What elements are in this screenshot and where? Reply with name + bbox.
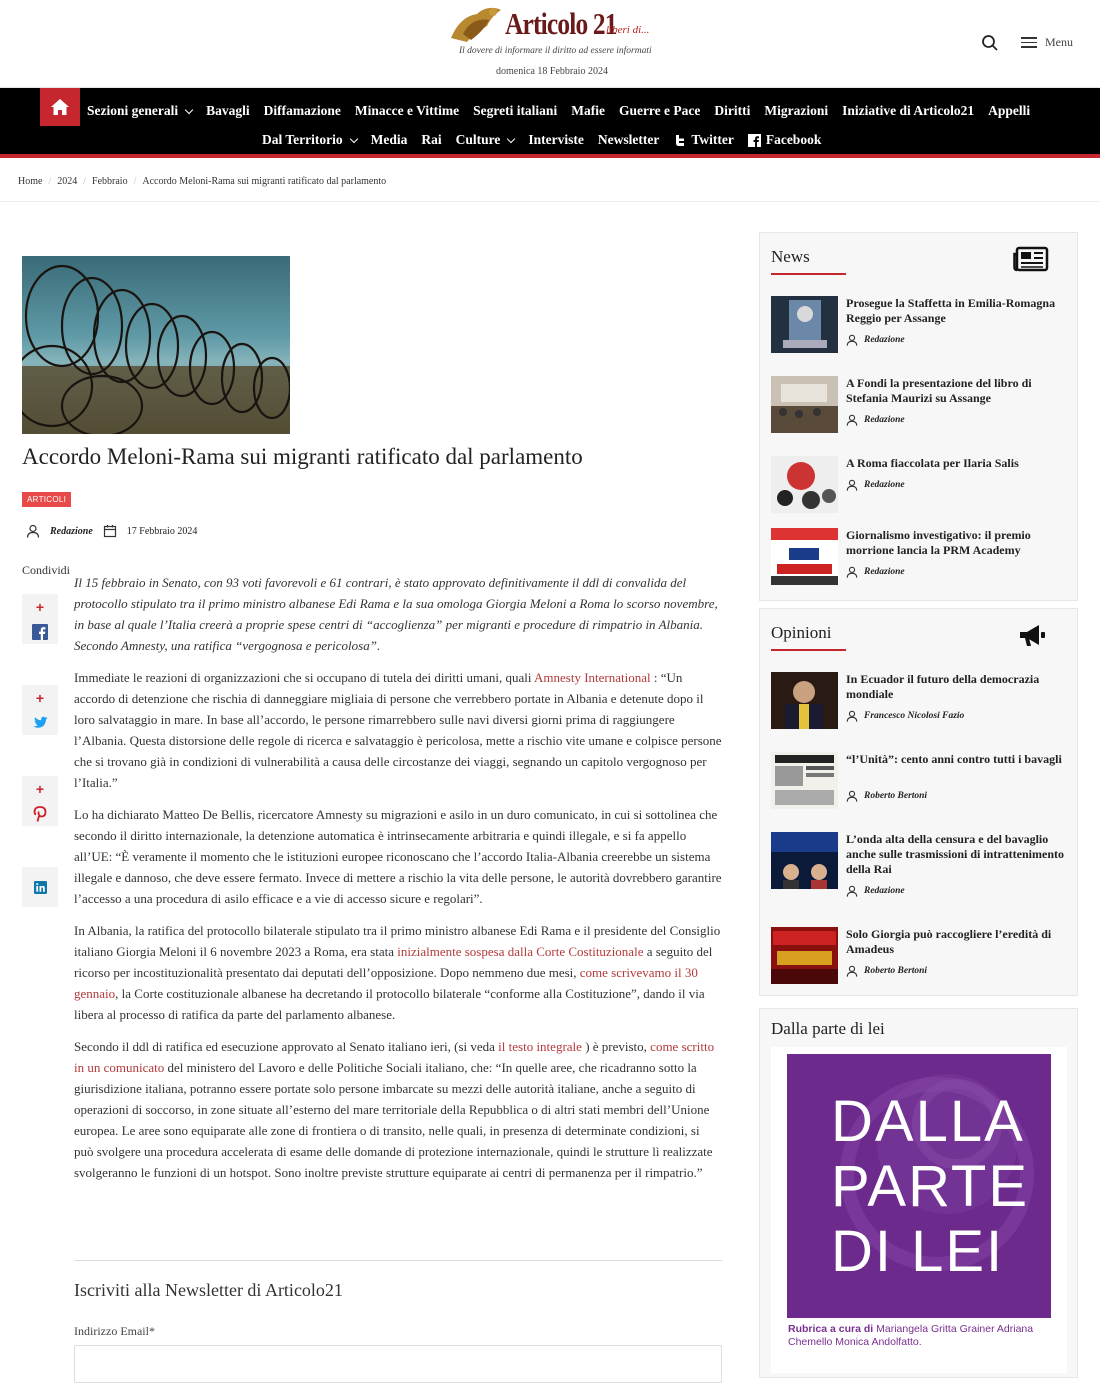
- breadcrumb-year[interactable]: 2024: [57, 176, 78, 187]
- twitter-icon: [32, 716, 48, 730]
- dalla-banner[interactable]: [771, 1047, 1067, 1373]
- nav-label: Mafie: [571, 103, 605, 118]
- chevron-down-icon: [349, 134, 357, 142]
- nav-item-migrazioni[interactable]: [757, 103, 835, 119]
- nav-item-newsletter[interactable]: [591, 132, 666, 148]
- nav-label: Interviste: [528, 132, 584, 147]
- nav-label: Bavagli: [206, 103, 250, 118]
- user-icon: [26, 524, 40, 538]
- nav-item-segreti[interactable]: [466, 103, 564, 119]
- facebook-icon: [32, 624, 48, 640]
- nav-item-culture[interactable]: [449, 132, 522, 148]
- user-icon: [846, 334, 858, 346]
- nav-item-iniziative[interactable]: [835, 103, 981, 119]
- twitter-icon: [673, 134, 686, 147]
- caption-names: Mariangela Gritta Grainer Adriana Chemello Monica Andolfatto.: [788, 1323, 1034, 1348]
- opinion-item[interactable]: [771, 927, 1071, 985]
- text-run: In Albania, la ratifica del protocollo bilaterale stipulato tra il primo ministro albanese Edi Rama e il presidente del Consiglio italiano Giorgia Meloni il 6 novembre 2023 a Roma, era stata: [74, 923, 721, 959]
- chevron-down-icon: [507, 134, 515, 142]
- user-icon: [846, 414, 858, 426]
- share-facebook[interactable]: [22, 594, 58, 644]
- logo-name: Articolo 21: [505, 6, 617, 41]
- news-item-author: [846, 334, 905, 346]
- author-name: Roberto Bertoni: [864, 791, 928, 801]
- nav-label: Dal Territorio: [262, 132, 343, 147]
- opinion-item-title: Solo Giorgia può raccogliere l’eredità di Amadeus: [846, 927, 1052, 956]
- link-corte-costituzionale[interactable]: inizialmente sospesa dalla Corte Costituzionale: [397, 944, 644, 959]
- nav-label: Minacce e Vittime: [354, 103, 460, 118]
- home-button[interactable]: [40, 88, 80, 126]
- opinion-item-title: “l’Unità”: cento anni contro tutti i bavagli: [846, 752, 1062, 766]
- opinion-item-author: [846, 710, 964, 722]
- opinion-thumbnail: [771, 752, 838, 809]
- opinion-item-author: [846, 790, 927, 802]
- nav-item-territorio[interactable]: [255, 132, 364, 148]
- opinion-item[interactable]: [771, 752, 1071, 810]
- megaphone-icon: [1017, 623, 1047, 649]
- nav-label: Diffamazione: [263, 103, 341, 118]
- author-name: Redazione: [864, 567, 905, 577]
- nav-label: Segreti italiani: [473, 103, 558, 118]
- nav-item-facebook[interactable]: [741, 132, 829, 148]
- text-run: : “Un accordo di detenzione che rischia di danneggiare migliaia di persone che verrebbero portate in Albania e detenute dopo il loro salvataggio in mare. In base all’accordo, le persone rimarrebbero sulle navi diversi giorni prima di raggiungere l’Albania. Questa distorsione delle regole di ricerca e salvataggio è pericolosa, mette a rischio vite umane e colpisce persone che si trovano già in condizioni di vulnerabilità a causa delle circostanze dei viaggi, segnando un capitolo vergognoso per l’Italia.”: [74, 670, 722, 790]
- nav-item-diffamazione[interactable]: [257, 103, 348, 119]
- plus-icon: +: [35, 690, 45, 706]
- user-icon: [846, 710, 858, 722]
- home-icon: [50, 98, 70, 116]
- opinion-item[interactable]: [771, 672, 1071, 730]
- breadcrumb-separator: /: [48, 176, 52, 187]
- news-item[interactable]: [771, 528, 1071, 586]
- author-name: Redazione: [864, 886, 905, 896]
- nav-label: Media: [370, 132, 408, 147]
- share-linkedin[interactable]: [22, 867, 58, 907]
- pinterest-icon: [33, 806, 47, 822]
- news-item-title: Prosegue la Staffetta in Emilia-Romagna Reggio per Assange: [846, 296, 1056, 325]
- article-paragraph: [74, 920, 722, 1025]
- site-logo[interactable]: [443, 4, 673, 64]
- breadcrumb-current: Accordo Meloni-Rama sui migranti ratificato dal parlamento: [142, 176, 387, 187]
- nav-label: Culture: [455, 132, 501, 147]
- text-run: Secondo il ddl di ratifica ed esecuzione approvato al Senato italiano ieri, (si veda: [74, 1039, 499, 1054]
- nav-item-sezioni-generali[interactable]: [80, 103, 199, 119]
- nav-item-rai[interactable]: [414, 132, 448, 148]
- opinion-item[interactable]: [771, 832, 1071, 896]
- article-paragraph: [74, 1036, 722, 1183]
- search-icon[interactable]: [981, 34, 999, 52]
- news-widget: [759, 232, 1078, 601]
- linkedin-icon: [34, 881, 47, 894]
- caption-lead: Rubrica a cura di: [788, 1323, 874, 1335]
- opinion-thumbnail: [771, 927, 838, 984]
- text-run: Immediate le reazioni di organizzazioni che si occupano di tutela dei diritti umani, quali: [74, 670, 535, 685]
- nav-row-1: [80, 103, 1037, 119]
- breadcrumb-separator: /: [133, 176, 137, 187]
- author-name: Francesco Nicolosi Fazio: [864, 711, 965, 721]
- email-label: Indirizzo Email*: [74, 1324, 155, 1338]
- news-item-title: A Roma fiaccolata per Ilaria Salis: [846, 456, 1019, 470]
- breadcrumb: [0, 162, 1100, 202]
- nav-row-2: [255, 132, 828, 148]
- logo-horses-icon: [443, 4, 513, 44]
- current-date: domenica 18 Febbraio 2024: [496, 66, 608, 77]
- text-run: ) è previsto,: [581, 1039, 651, 1054]
- news-item-title: A Fondi la presentazione del libro di Stefania Maurizi su Assange: [846, 376, 1032, 405]
- author-name: Redazione: [864, 480, 905, 490]
- site-tagline: Il dovere di informare il diritto ad essere informati: [459, 46, 652, 56]
- nav-label: Sezioni generali: [87, 103, 179, 118]
- featured-image: [22, 256, 290, 434]
- widget-title: Dalla parte di lei: [771, 1019, 885, 1038]
- news-item[interactable]: [771, 376, 1071, 434]
- news-thumbnail: [771, 296, 838, 353]
- user-icon: [846, 566, 858, 578]
- email-field[interactable]: [74, 1345, 722, 1383]
- user-icon: [846, 479, 858, 491]
- nav-label: Twitter: [691, 132, 734, 147]
- dalla-parte-di-lei-widget: [759, 1008, 1078, 1378]
- opinion-item-title: L’onda alta della censura e del bavaglio anche sulle trasmissioni di intrattenimento della Rai: [846, 832, 1064, 876]
- hamburger-icon: [1021, 37, 1037, 48]
- banner-line-3: DI LEI: [831, 1219, 1005, 1284]
- article-paragraph: [74, 667, 722, 793]
- breadcrumb-home[interactable]: Home: [18, 176, 43, 187]
- nav-item-media[interactable]: [364, 132, 415, 148]
- nav-item-minacce[interactable]: [348, 103, 466, 119]
- breadcrumb-separator: /: [83, 176, 87, 187]
- opinion-thumbnail: [771, 672, 838, 729]
- text-run: del ministero del Lavoro e delle Politiche Sociali italiano, che: “In quelle aree, che ricadranno sotto la giurisdizione italiana, potranno essere portate solo persone imbarcate su mezzi delle autorità italiane, anche a seguito di operazioni di soccorso, in zone situate all’esterno del mare territoriale della Repubblica o di altri stati membri dell’Unione europea. Le aree sono equiparate alle zone di frontiera o di transito, nelle quali, in presenza di determinate condizioni, si può svolgere una procedura accelerata di esame delle domande di protezione internazionale, quindi le strutture lì realizzate svolgeranno le funzioni di un hotspot. Sono inoltre previste strutture equiparate ai centri di permanenza per il rimpatrio.”: [74, 1060, 713, 1180]
- article-body: [74, 572, 722, 1194]
- nav-item-mafie[interactable]: [564, 103, 612, 119]
- news-thumbnail: [771, 376, 838, 433]
- link-testo-integrale[interactable]: il testo integrale: [498, 1039, 582, 1054]
- menu-label: Menu: [1045, 35, 1073, 49]
- news-item-author: [846, 414, 905, 426]
- article-title: Accordo Meloni-Rama sui migranti ratificato dal parlamento: [22, 444, 583, 469]
- nav-label: Migrazioni: [764, 103, 829, 118]
- banner-caption: [788, 1323, 1058, 1349]
- nav-label: Rai: [421, 132, 442, 147]
- nav-label: Facebook: [765, 132, 822, 147]
- author-name: Redazione: [864, 415, 905, 425]
- text-run: a seguito del ricorso per incostituzionalità presentato dai deputati dell’opposizione. Dopo nemmeno due mesi,: [74, 944, 713, 980]
- newsletter-title: Iscriviti alla Newsletter di Articolo21: [74, 1280, 343, 1300]
- article-meta: [26, 524, 197, 538]
- title-underline: [771, 273, 846, 275]
- author-name: Roberto Bertoni: [864, 966, 928, 976]
- share-twitter[interactable]: [22, 685, 58, 735]
- link-amnesty[interactable]: Amnesty International: [534, 670, 651, 685]
- nav-item-diritti[interactable]: [707, 103, 757, 119]
- share-label: Condividi: [22, 563, 71, 577]
- newspaper-icon: [1013, 246, 1049, 272]
- widget-title: Opinioni: [771, 623, 832, 642]
- opinion-item-title: In Ecuador il futuro della democrazia mondiale: [846, 672, 1040, 701]
- news-item[interactable]: [771, 456, 1071, 514]
- nav-item-twitter[interactable]: [666, 132, 740, 148]
- article-author[interactable]: Redazione: [50, 525, 93, 537]
- user-icon: [846, 790, 858, 802]
- nav-label: Guerre e Pace: [618, 103, 701, 118]
- news-item-title: Giornalismo investigativo: il premio morrione lancia la PRM Academy: [846, 528, 1031, 557]
- article-paragraph: Lo ha dichiarato Matteo De Bellis, ricercatore Amnesty su migrazioni e asilo in un duro comunicato, in cui si sottolinea che secondo il diritto internazionale, la detenzione automatica è intrinsecamente arbitraria e quindi illegale, e si fa appello all’UE: “È veramente il momento che le istituzioni europee riconoscano che l’accordo Italia-Albania creerebbe un sistema illegale e dannoso, che deve essere fermato. Invece di mettere a rischio la vita delle persone, le autorità dovrebbero garantire l’accesso a una procedura di asilo efficace e a vie di accesso sicure e regolari”.: [74, 807, 722, 906]
- opinion-item-author: [846, 885, 905, 897]
- calendar-icon: [103, 524, 117, 538]
- banner-line-2: PARTE: [831, 1154, 1030, 1219]
- nav-item-appelli[interactable]: [981, 103, 1037, 119]
- nav-item-interviste[interactable]: [521, 132, 590, 148]
- dalla-banner-image: [787, 1054, 1051, 1318]
- opinion-item-author: [846, 965, 927, 977]
- news-thumbnail: [771, 456, 838, 513]
- plus-icon: +: [35, 781, 45, 797]
- menu-button[interactable]: [1021, 35, 1073, 50]
- news-thumbnail: [771, 528, 838, 585]
- widget-title: News: [771, 247, 810, 266]
- news-item-author: [846, 479, 905, 491]
- title-underline: [771, 649, 846, 651]
- breadcrumb-month[interactable]: Febbraio: [92, 176, 128, 187]
- opinioni-widget: [759, 608, 1078, 996]
- author-name: Redazione: [864, 335, 905, 345]
- nav-label: Appelli: [988, 103, 1031, 118]
- news-item[interactable]: [771, 296, 1071, 354]
- newsletter-form: [74, 1260, 722, 1383]
- nav-label: Iniziative di Articolo21: [842, 103, 975, 118]
- news-item-author: [846, 566, 905, 578]
- main-navigation: [0, 88, 1100, 158]
- opinion-thumbnail: [771, 832, 838, 889]
- nav-label: Diritti: [714, 103, 751, 118]
- share-pinterest[interactable]: [22, 776, 58, 826]
- user-icon: [846, 885, 858, 897]
- category-badge[interactable]: ARTICOLI: [22, 492, 71, 507]
- text-run: , la Corte costituzionale albanese ha decretando il protocollo bilaterale “conforme alla Costituzione”, dando il via libera al processo di ratifica da parte del parlamento albanese.: [74, 986, 705, 1022]
- banner-line-1: DALLA: [831, 1089, 1025, 1154]
- nav-item-bavagli[interactable]: [199, 103, 257, 119]
- logo-liberi: liberi di...: [606, 24, 650, 36]
- nav-label: Newsletter: [597, 132, 660, 147]
- user-icon: [846, 965, 858, 977]
- article-date: 17 Febbraio 2024: [126, 525, 198, 537]
- plus-icon: +: [35, 599, 45, 615]
- site-header: [0, 0, 1100, 88]
- link-30-gennaio[interactable]: come scrivevamo il 30 gennaio: [74, 965, 698, 1001]
- nav-item-guerre[interactable]: [612, 103, 707, 119]
- chevron-down-icon: [185, 105, 193, 113]
- article-lead: Il 15 febbraio in Senato, con 93 voti favorevoli e 61 contrari, è stato approvato definitivamente il ddl di convalida del protocollo stipulato tra il primo ministro albanese Edi Rama e la sua omologa Giorgia Meloni a Roma lo scorso novembre, in base al quale l’Italia creerà a proprie spese centri di “accoglienza” per migranti e procedure di rimpatrio in Albania. Secondo Amnesty, una ratifica “vergognosa e pericolosa”.: [74, 575, 718, 653]
- facebook-icon: [748, 134, 761, 147]
- link-comunicato[interactable]: come scritto in un comunicato: [74, 1039, 715, 1075]
